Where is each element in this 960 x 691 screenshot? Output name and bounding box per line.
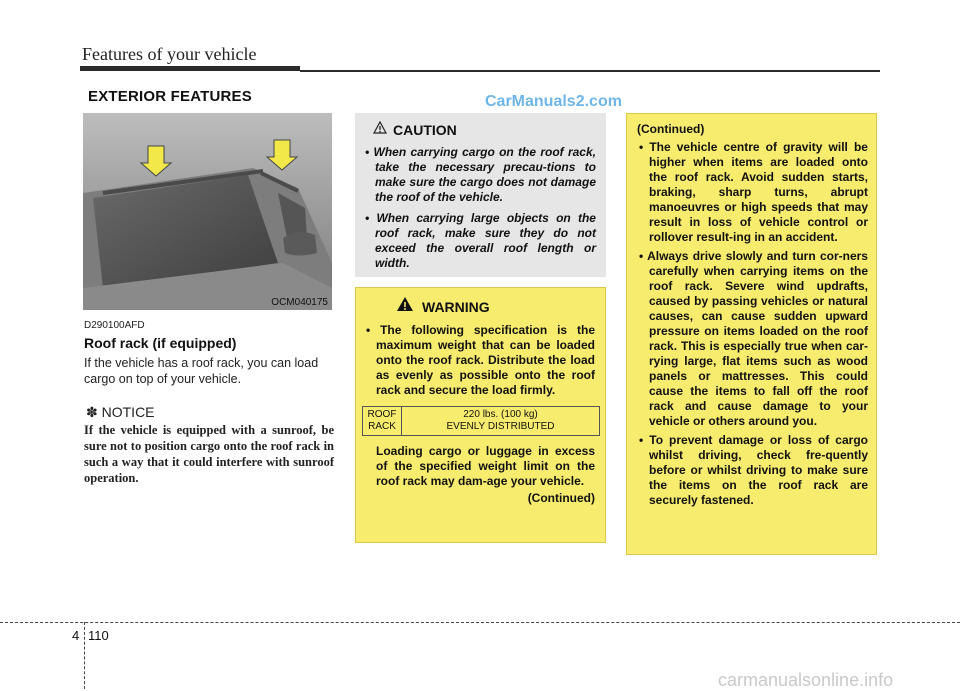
continued-heading: (Continued) (637, 122, 705, 136)
warning-header (396, 296, 595, 317)
footer-rule (0, 622, 960, 623)
caution-list (365, 145, 596, 271)
continued-item: • The vehicle centre of gravity will be higher when items are loaded onto the roof rack. Avoid sudden starts, braking, sharp turns, abrupt manoeuvres or high speeds that may result in loss of vehicle control or rollover result-ing in an accident. (639, 140, 868, 244)
warning-title: WARNING (422, 298, 490, 315)
caution-triangle-icon (373, 121, 387, 139)
continued-item: • Always drive slowly and turn cor-ners carefully when carrying items on the roof rack. Severe wind updrafts, caused by passing vehicles or natural causes, can cause sudden upward pressure on items loaded on the roof rack. This is especially true when car-rying large, flat items such as wood panels or mattresses. This could cause the items to fall off the roof rack and cause damage to your vehicle or others around you. (639, 249, 868, 428)
section-title: EXTERIOR FEATURES (88, 88, 252, 105)
site-watermark: carmanualsonline.info (718, 670, 894, 690)
warning-triangle-icon (396, 296, 414, 317)
photo-code: OCM040175 (271, 297, 328, 308)
item-code: D290100AFD (84, 320, 145, 331)
spec-label-cell: ROOF RACK (363, 407, 402, 436)
running-head: Features of your vehicle (82, 44, 257, 64)
caution-title: CAUTION (393, 122, 457, 138)
notice-body: If the vehicle is equipped with a sunroof, be sure not to position cargo onto the roof rack in such a way that it could interfere with sunroof operation. (84, 423, 334, 485)
footer-divider (84, 622, 85, 689)
warning-item: • The following specification is the maximum weight that can be loaded onto the roof rack. Distribute the load as evenly as possible onto the roof rack and secure the load firmly. (366, 323, 595, 397)
header-bar (80, 66, 300, 71)
warning-box (355, 287, 606, 543)
continued-warning-box (626, 113, 877, 555)
caution-item: • When carrying cargo on the roof rack, take the necessary precau-tions to make sure the cargo does not damage the roof of the vehicle. (365, 145, 596, 204)
roof-rack-spec-table (362, 406, 600, 436)
car-illustration (83, 113, 332, 310)
section-number: 4 (72, 628, 80, 643)
watermark: CarManuals2.com (485, 93, 622, 110)
warning-paragraph: Loading cargo or luggage in excess of the specified weight limit on the roof rack may dam-age your vehicle. (376, 444, 595, 488)
page-number: 110 (88, 628, 109, 643)
caution-box (355, 113, 606, 277)
subheading: Roof rack (if equipped) (84, 335, 237, 351)
notice-title: NOTICE (101, 404, 155, 420)
caution-header (373, 121, 596, 139)
continued-item: • To prevent damage or loss of cargo whilst driving, check fre-quently before or whilst driving to make sure the items on the roof rack are securely fastened. (639, 433, 868, 507)
caution-item: • When carrying large objects on the roof rack, make sure they do not exceed the overall roof length or width. (365, 211, 596, 270)
spec-value-cell: 220 lbs. (100 kg) EVENLY DISTRIBUTED (402, 407, 600, 436)
roof-rack-photo (83, 113, 332, 310)
intro-paragraph: If the vehicle has a roof rack, you can load cargo on top of your vehicle. (84, 356, 319, 386)
continued-label: (Continued) (527, 491, 595, 505)
notice-heading (86, 404, 155, 421)
header-rule (300, 70, 880, 72)
notice-star-icon: ✽ (86, 404, 98, 420)
